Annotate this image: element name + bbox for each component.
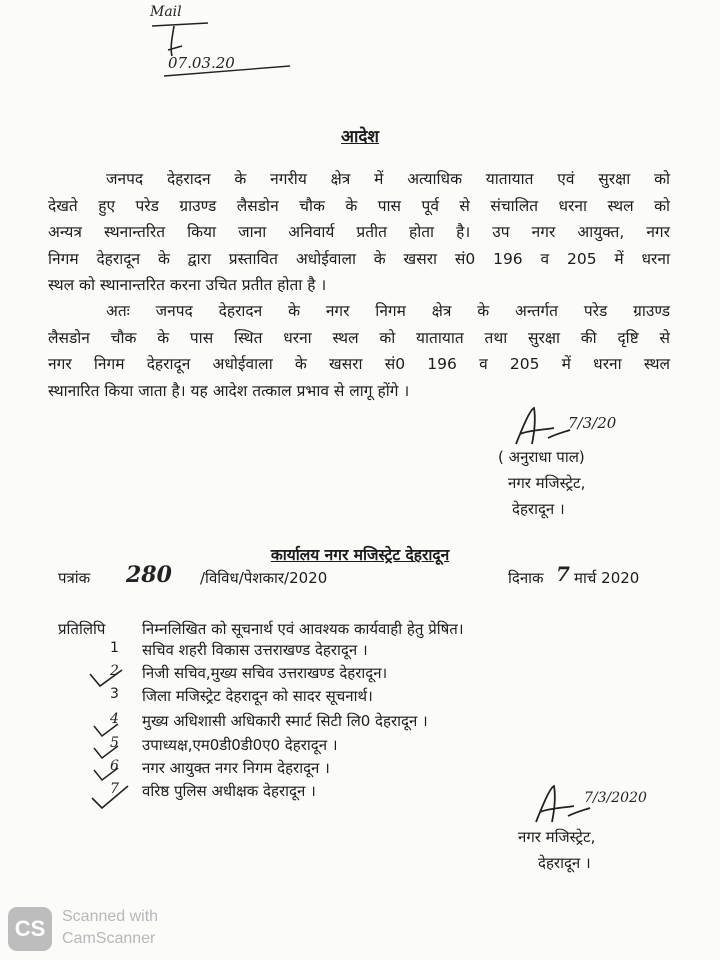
para1-line-2: देखते हुए परेड ग्राउण्ड लैसडोन चौक के पास पूर्व से संचालित धरना स्थल को <box>48 196 670 215</box>
reference-label: पत्रांक <box>58 569 91 587</box>
mail-label: Mail <box>150 4 182 20</box>
reference-code: /विविध/पेशकार/2020 <box>200 569 328 587</box>
list-item-text: जिला मजिस्ट्रेट देहरादून को सादर सूचनार्थ। <box>142 687 373 705</box>
date-day: 7 <box>556 562 570 586</box>
tick-marks <box>88 640 148 810</box>
copy-text: निम्नलिखित को सूचनार्थ एवं आवश्यक कार्यवाही हेतु प्रेषित। <box>142 620 464 638</box>
watermark-line-2: CamScanner <box>62 930 156 947</box>
camscanner-logo: CS <box>8 907 52 951</box>
list-item-number: 2 <box>110 663 119 679</box>
para2-line-4: स्थानारित किया जाता है। यह आदेश तत्काल प्रभाव से लागू होंगे । <box>48 381 410 400</box>
mail-date: 07.03.20 <box>168 54 235 72</box>
signature-block-2 <box>510 780 690 880</box>
mail-note-scribble <box>148 4 298 84</box>
signatory-designation-2: नगर मजिस्ट्रेट, <box>518 828 596 846</box>
signatory-designation-1: नगर मजिस्ट्रेट, <box>508 474 586 492</box>
list-item-text: सचिव शहरी विकास उत्तराखण्ड देहरादून । <box>142 641 368 659</box>
para1-line-1: जनपद देहरादन के नगरीय क्षेत्र में अत्याधिक यातायात एवं सुरक्षा को <box>106 170 670 188</box>
watermark-line-1: Scanned with <box>62 908 159 925</box>
list-item-number: 4 <box>110 711 119 727</box>
signatory-place-1: देहरादून । <box>512 500 565 518</box>
list-item-number: 1 <box>110 640 119 656</box>
list-item-text: निजी सचिव,मुख्य सचिव उत्तराखण्ड देहरादून। <box>142 664 388 682</box>
date-label: दिनाक <box>508 569 544 587</box>
order-paragraph-2 <box>48 298 670 404</box>
list-item-number: 6 <box>110 758 119 774</box>
signatory-place-2: देहरादून । <box>538 854 591 872</box>
list-item-text: मुख्य अधिशासी अधिकारी स्मार्ट सिटी लि0 देहरादून । <box>142 712 428 730</box>
order-paragraph-1 <box>48 166 670 299</box>
signature-mark-2: 7/3/2020 <box>584 790 647 806</box>
list-item-number: 5 <box>110 735 119 751</box>
order-title: आदेश <box>341 127 379 147</box>
list-item-text: वरिष्ठ पुलिस अधीक्षक देहरादून । <box>142 782 316 800</box>
signature-scribble-2 <box>532 782 592 828</box>
copy-label: प्रतिलिपि <box>58 620 106 638</box>
list-item-number: 7 <box>110 781 119 797</box>
date-rest: मार्च 2020 <box>574 569 640 587</box>
camscanner-watermark <box>62 906 158 950</box>
signature-block-1 <box>490 402 680 522</box>
para1-line-4: निगम देहरादून के द्वारा प्रस्तावित अधोईवाला के खसरा सं0 196 व 205 में धरना <box>48 249 670 268</box>
list-item-number: 3 <box>110 686 119 702</box>
office-heading: कार्यालय नगर मजिस्ट्रेट देहरादून <box>270 546 450 564</box>
list-item-text: उपाध्यक्ष,एम0डी0डी0ए0 देहरादून । <box>142 736 338 754</box>
para1-line-5: स्थल को स्थानान्तरित करना उचित प्रतीत होता है । <box>48 276 327 294</box>
para2-line-3: नगर निगम देहरादून अधोईवाला के खसरा सं0 196 व 205 में धरना स्थल <box>48 355 670 373</box>
reference-number: 280 <box>126 562 172 588</box>
signatory-name: ( अनुराधा पाल) <box>498 448 585 466</box>
mail-note <box>148 4 298 84</box>
list-item-text: नगर आयुक्त नगर निगम देहरादून । <box>142 759 330 777</box>
signature-mark-1: 7/3/20 <box>568 414 617 432</box>
para2-line-1: अतः जनपद देहरादन के नगर निगम क्षेत्र के अन्तर्गत परेड ग्राउण्ड <box>106 302 670 320</box>
para1-line-3: अन्यत्र स्थनान्तरित किया जाना अनिवार्य प्रतीत होता है। उप नगर आयुक्त, नगर <box>48 223 670 241</box>
para2-line-2: लैसडोन चौक के पास स्थित धरना स्थल को यातायात तथा सुरक्षा की दृष्टि से <box>48 328 670 347</box>
